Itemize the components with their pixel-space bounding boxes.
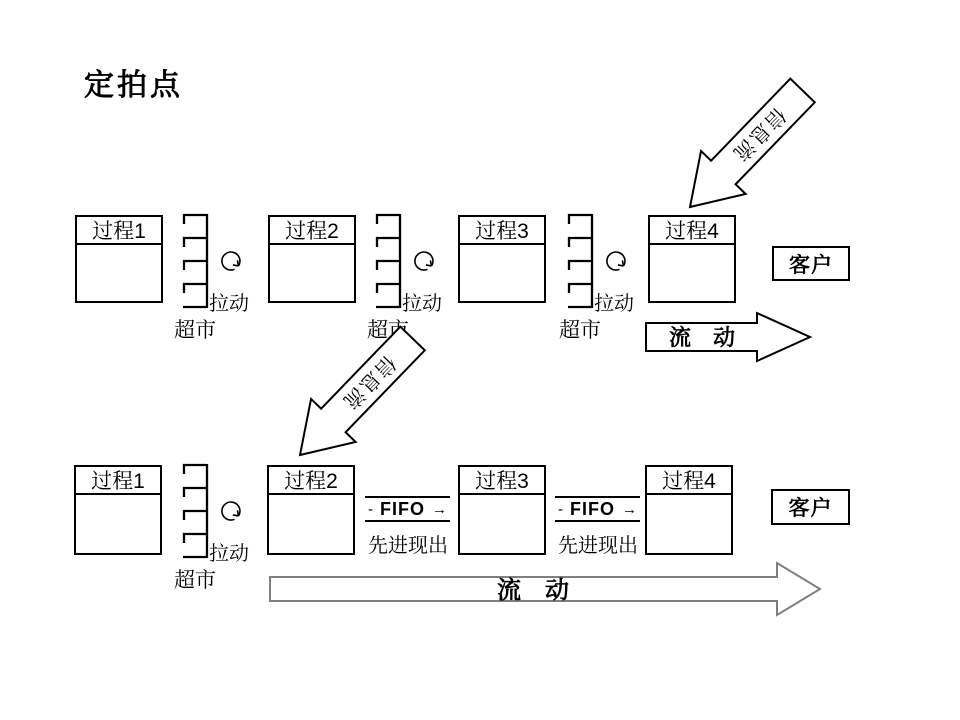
top-process-1 bbox=[75, 215, 163, 303]
fifo-dash: - bbox=[558, 500, 563, 518]
fifo-dash: - bbox=[368, 500, 373, 518]
customer-box: 客户 bbox=[772, 246, 850, 281]
supermarket-icon bbox=[181, 463, 209, 559]
process-label: 过程3 bbox=[460, 467, 544, 495]
fifo-lane bbox=[555, 496, 640, 522]
pull-label: 拉动 bbox=[209, 293, 249, 315]
bottom-process-2 bbox=[267, 465, 355, 555]
supermarket-label: 超市 bbox=[174, 569, 216, 592]
flow-arrow bbox=[644, 311, 816, 363]
fifo-arrow-icon: → bbox=[622, 500, 637, 518]
fifo-note: 先进现出 bbox=[558, 535, 638, 557]
process-label: 过程1 bbox=[76, 467, 160, 495]
supermarket-icon bbox=[566, 213, 594, 309]
flow-label: 流 动 bbox=[668, 325, 736, 350]
fifo-label: FIFO bbox=[570, 498, 615, 519]
fifo-note: 先进现出 bbox=[368, 535, 448, 557]
process-label: 过程2 bbox=[270, 217, 354, 245]
supermarket-icon bbox=[181, 213, 209, 309]
pull-loop-icon bbox=[602, 248, 630, 276]
pull-loop-icon bbox=[217, 248, 245, 276]
supermarket-label: 超市 bbox=[559, 319, 601, 342]
flow-label: 流 动 bbox=[497, 577, 569, 604]
bottom-process-1 bbox=[74, 465, 162, 555]
supermarket-label: 超市 bbox=[174, 319, 216, 342]
fifo-arrow-icon: → bbox=[432, 500, 447, 518]
top-process-3 bbox=[458, 215, 546, 303]
pull-label: 拉动 bbox=[402, 293, 442, 315]
info-flow-arrow bbox=[240, 308, 440, 468]
supermarket-icon bbox=[374, 213, 402, 309]
bottom-process-4 bbox=[645, 465, 733, 555]
info-flow-label: 信息流 bbox=[337, 350, 400, 414]
customer-box: 客户 bbox=[771, 489, 850, 525]
supermarket-label: 超市 bbox=[367, 319, 409, 342]
fifo-lane bbox=[365, 496, 450, 522]
pull-loop-icon bbox=[410, 248, 438, 276]
pull-label: 拉动 bbox=[594, 293, 634, 315]
fifo-label: FIFO bbox=[380, 498, 425, 519]
process-label: 过程1 bbox=[77, 217, 161, 245]
pull-label: 拉动 bbox=[209, 543, 249, 565]
top-process-2 bbox=[268, 215, 356, 303]
process-label: 过程3 bbox=[460, 217, 544, 245]
process-label: 过程4 bbox=[650, 217, 734, 245]
process-label: 过程2 bbox=[269, 467, 353, 495]
bottom-process-3 bbox=[458, 465, 546, 555]
info-flow-arrow bbox=[630, 60, 830, 220]
pull-loop-icon bbox=[217, 498, 245, 526]
page-title: 定拍点 bbox=[84, 69, 183, 102]
flow-arrow bbox=[268, 560, 828, 620]
info-flow-label: 信息流 bbox=[727, 102, 790, 166]
process-label: 过程4 bbox=[647, 467, 731, 495]
top-process-4 bbox=[648, 215, 736, 303]
